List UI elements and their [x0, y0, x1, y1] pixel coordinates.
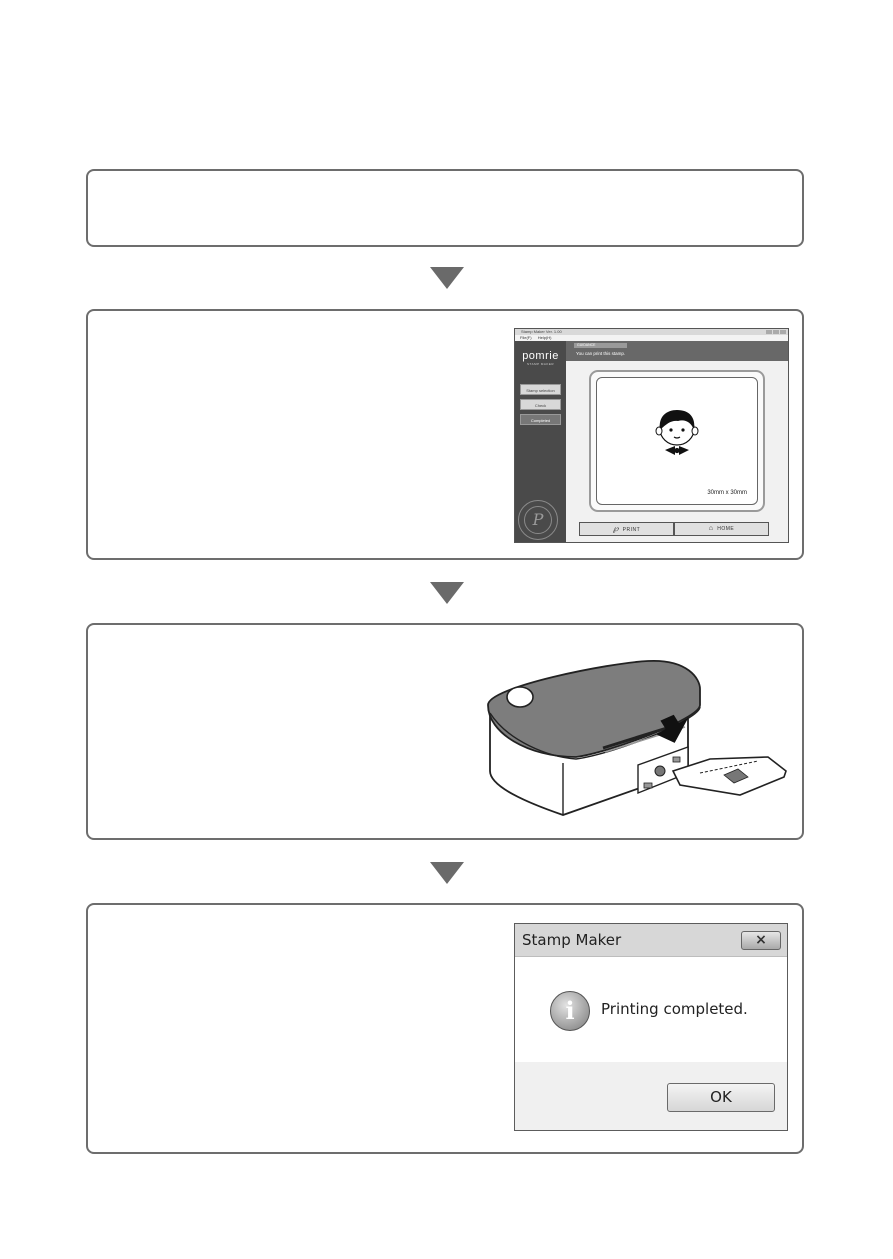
stamp-size-label: 30mm x 30mm [707, 490, 747, 496]
step-1-box [86, 169, 804, 247]
sidebar-item-stamp-selection[interactable]: Stamp selection [520, 384, 561, 395]
step-3-box [86, 623, 804, 840]
dialog-title: Stamp Maker [522, 931, 622, 949]
app-window-title: Stamp Maker Ver. 1.00 [521, 329, 562, 334]
ok-button[interactable]: OK [667, 1083, 775, 1112]
sidebar-item-check[interactable]: Check [520, 399, 561, 410]
down-arrow-icon [430, 582, 464, 604]
info-icon: i [550, 991, 590, 1031]
home-label: HOME [717, 526, 735, 532]
stamp-preview [596, 377, 758, 505]
home-button[interactable] [674, 522, 769, 536]
print-icon: ℘ [612, 524, 619, 533]
stamp-maker-app-screenshot [514, 328, 789, 543]
print-label: PRINT [622, 527, 641, 533]
stamp-preview-frame [589, 370, 765, 512]
minimize-icon[interactable] [766, 330, 772, 334]
print-button[interactable] [579, 522, 674, 536]
guidance-text: You can print this stamp. [576, 351, 626, 356]
app-title-bar [515, 329, 788, 335]
step-2-box [86, 309, 804, 560]
pomrie-seal-logo [518, 500, 558, 540]
logo-subtitle: STAMP MAKER [526, 362, 555, 366]
sidebar-item-completed[interactable]: Completed [520, 414, 561, 425]
dialog-title-bar [515, 924, 787, 957]
down-arrow-icon [430, 267, 464, 289]
app-sidebar [515, 341, 566, 542]
guidance-label: GUIDANCE [574, 343, 627, 348]
printer-insert-illustration [468, 653, 788, 821]
close-button[interactable]: × [741, 931, 781, 950]
boy-stamp-image [645, 404, 709, 470]
guidance-bar [566, 341, 788, 361]
close-icon[interactable] [780, 330, 786, 334]
maximize-icon[interactable] [773, 330, 779, 334]
window-controls [765, 330, 786, 334]
menu-help[interactable]: Help(H) [537, 335, 552, 340]
print-complete-dialog [514, 923, 788, 1131]
home-icon: ⌂ [708, 525, 714, 532]
dialog-message: Printing completed. [601, 1000, 748, 1018]
seal-p-icon: P [524, 506, 552, 534]
step-4-box [86, 903, 804, 1154]
pomrie-logo: pomrie [522, 350, 559, 362]
app-main-area [566, 361, 788, 542]
down-arrow-icon [430, 862, 464, 884]
menu-file[interactable]: File(F) [520, 335, 532, 340]
dialog-body [515, 957, 787, 1062]
